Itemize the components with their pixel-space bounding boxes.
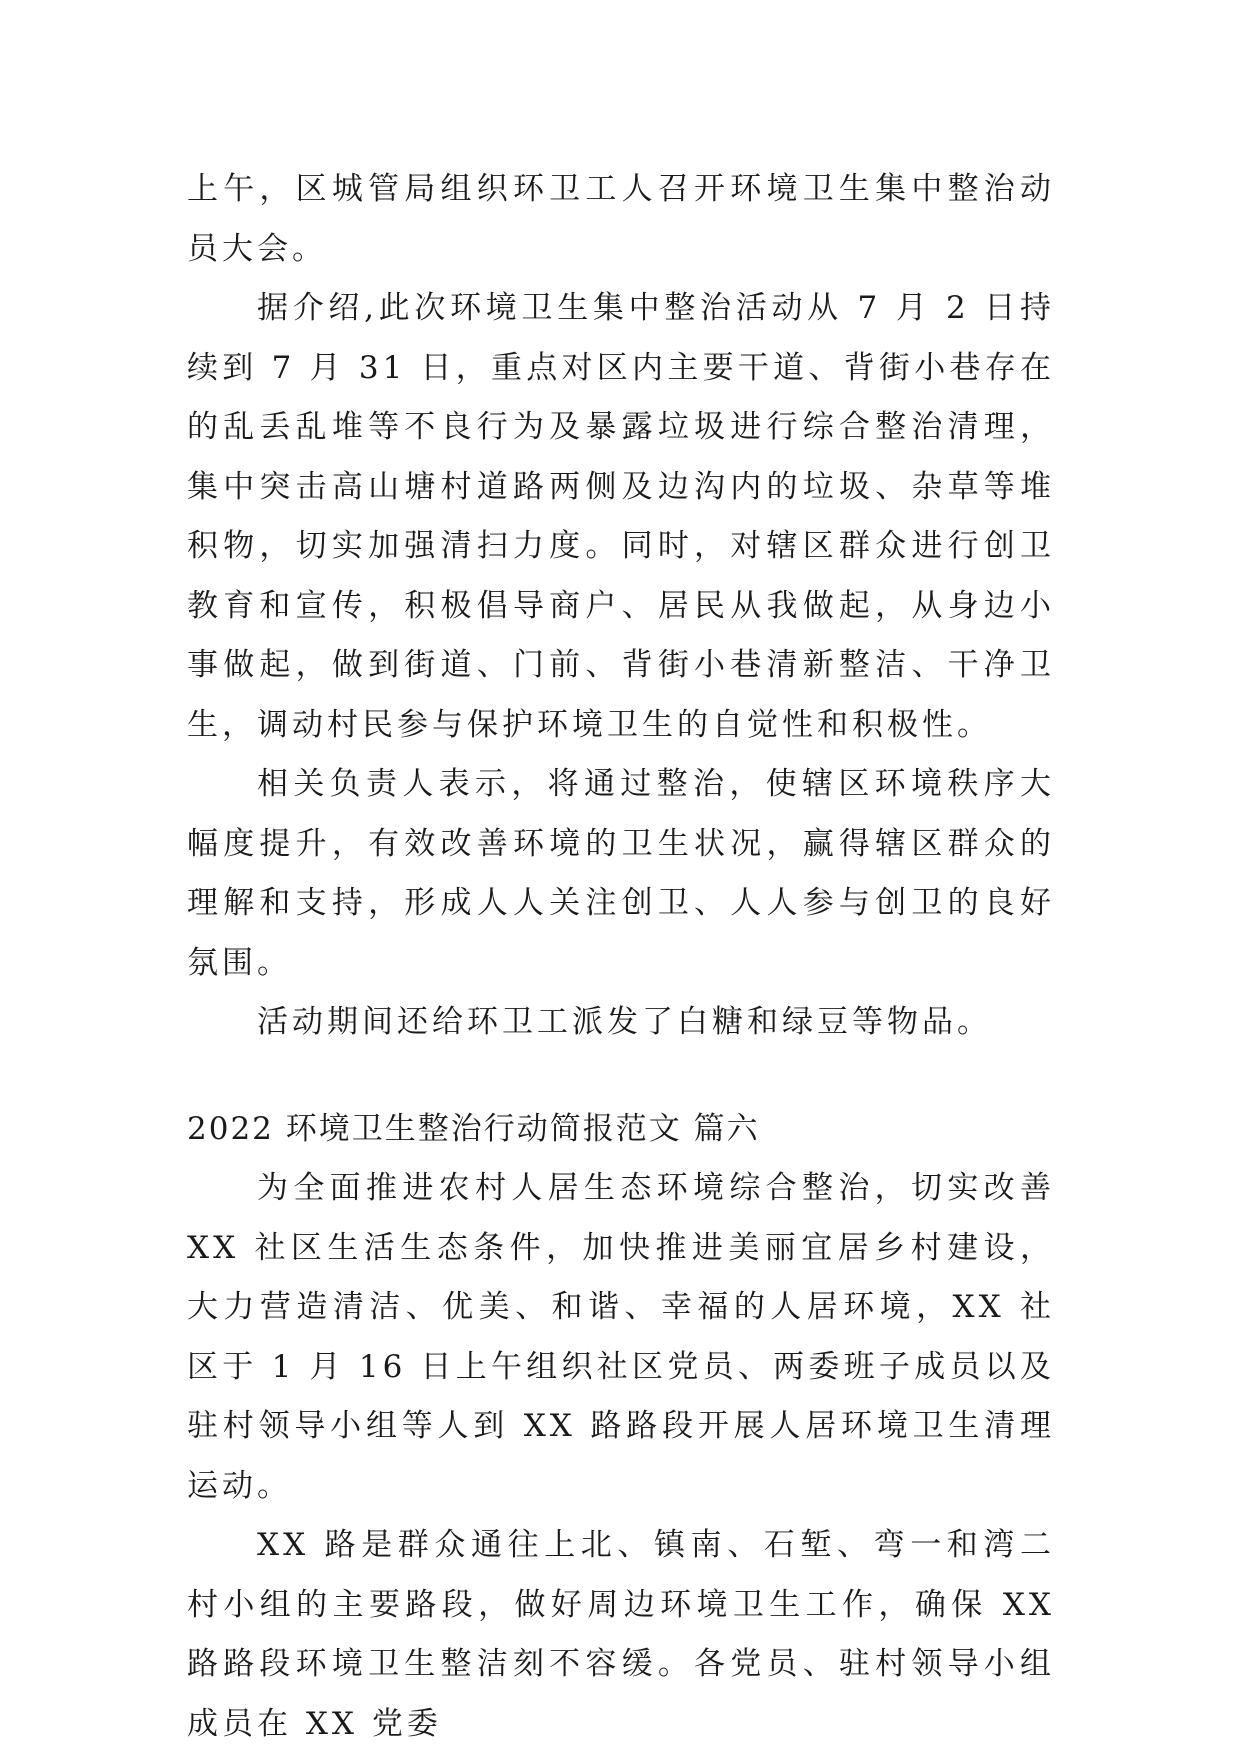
paragraph-rural-rectification: 为全面推进农村人居生态环境综合整治，切实改善 XX 社区生活生态条件，加快推进美丽宜居乡村建设，大力营造清洁、优美、和谐、幸福的人居环境，XX 社区于 1 月 16 日上午组织社区党员、两委班子成员以及驻村领导小组等人到 XX 路路段开展人居环境卫生清理运动。 — [187, 1170, 1055, 1504]
document-page — [187, 160, 1055, 1754]
paragraph-distribution: 活动期间还给环卫工派发了白糖和绿豆等物品。 — [257, 1004, 992, 1040]
paragraph-opening: 上午，区城管局组织环卫工人召开环境卫生集中整治动员大会。 — [187, 171, 1055, 267]
paragraph-campaign-details: 据介绍,此次环境卫生集中整治活动从 7 月 2 日持续到 7 月 31 日，重点对区内主要干道、背街小巷存在的乱丢乱堆等不良行为及暴露垃圾进行综合整治清理，集中突击高山塘村道路两侧及边沟内的垃圾、杂草等堆积物，切实加强清扫力度。同时，对辖区群众进行创卫教育和宣传，积极倡导商户、居民从我做起，从身边小事做起，做到街道、门前、背街小巷清新整洁、干净卫生，调动村民参与保护环境卫生的自觉性和积极性。 — [187, 290, 1055, 743]
paragraph-official-statement: 相关负责人表示，将通过整治，使辖区环境秩序大幅度提升，有效改善环境的卫生状况，赢得辖区群众的理解和支持，形成人人关注创卫、人人参与创卫的良好氛围。 — [187, 766, 1055, 981]
paragraph-road-section: XX 路是群众通往上北、镇南、石堑、弯一和湾二村小组的主要路段，做好周边环境卫生工作，确保 XX 路路段环境卫生整洁刻不容缓。各党员、驻村领导小组成员在 XX 党委 — [187, 1527, 1055, 1742]
section-title: 2022 环境卫生整治行动简报范文 篇六 — [187, 1110, 760, 1147]
